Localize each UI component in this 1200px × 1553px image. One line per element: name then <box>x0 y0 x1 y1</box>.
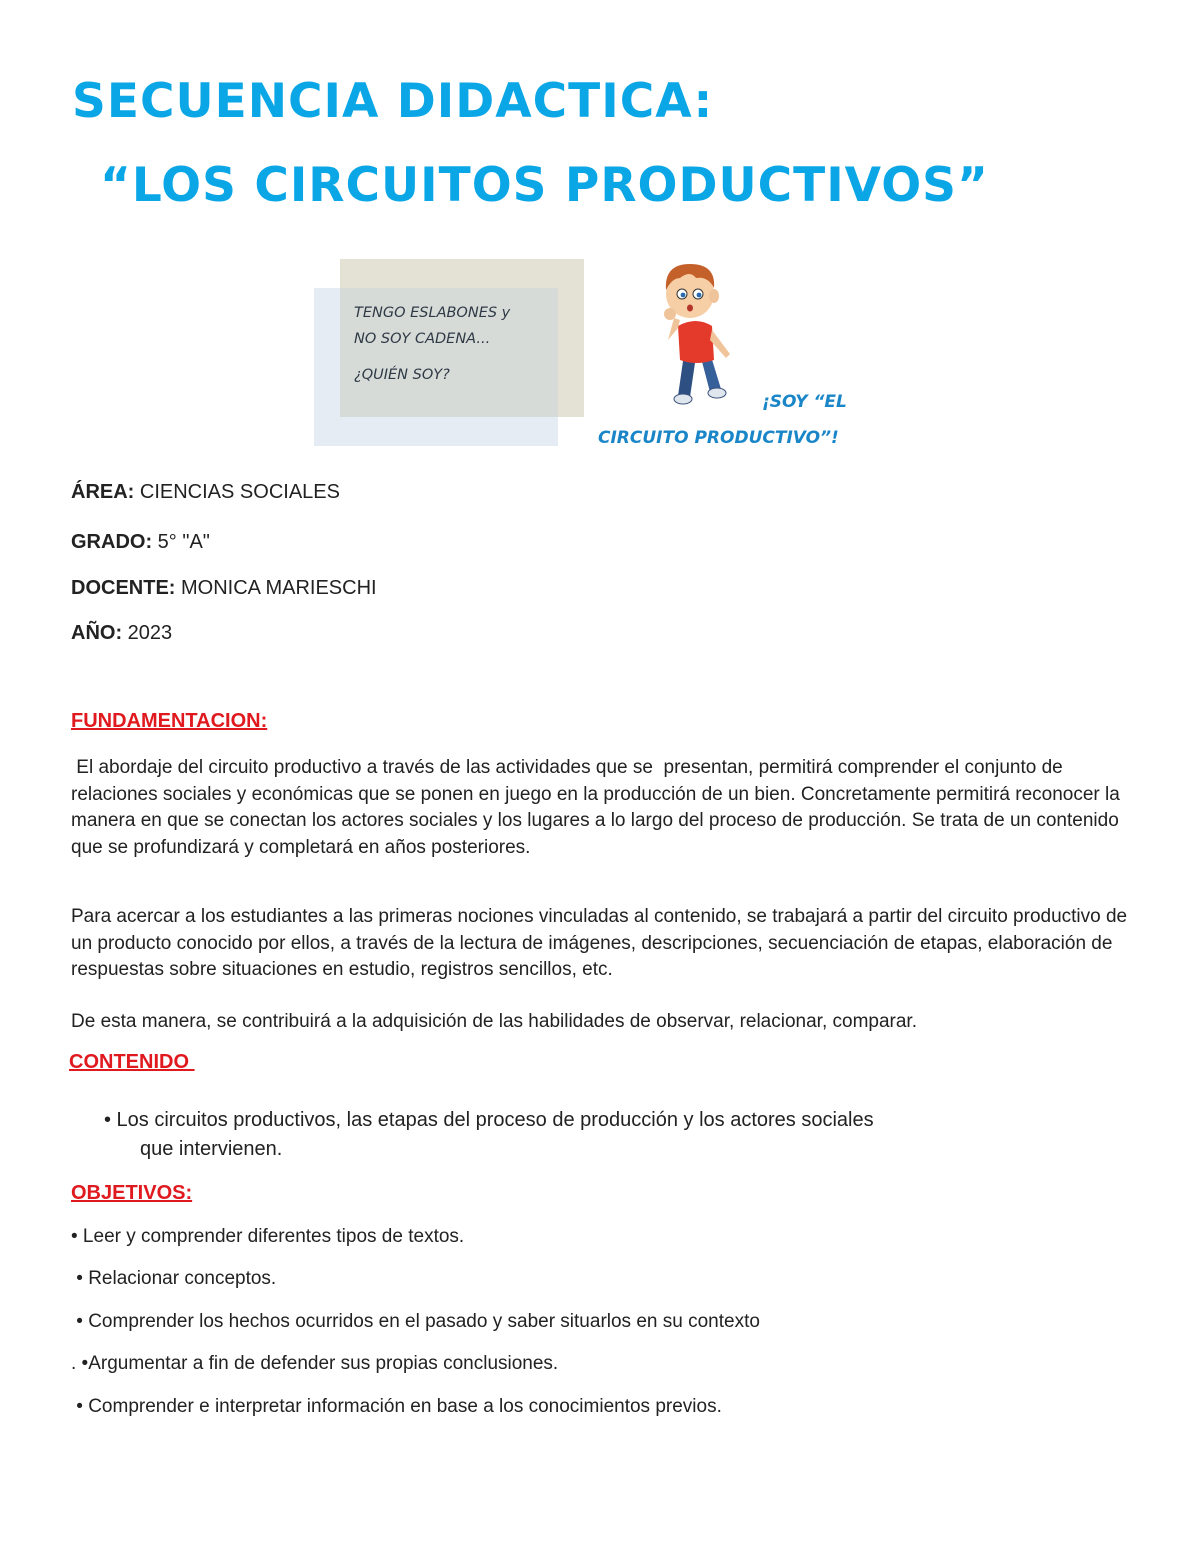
boy-right-shoe <box>708 388 726 398</box>
fundamentacion-paragraph-1: El abordaje del circuito productivo a través de las actividades que se presentan, permitirá comprender el conjunto de relaciones sociales y económicas que se ponen en juego en la producción de un bien. Concretamente permitirá reconocer la manera en que se conectan los actores sociales y los lugares a lo largo del proceso de producción. Se trata de un contenido que se profundizará y completará en años posteriores. <box>71 757 1126 858</box>
grado-label: GRADO: <box>71 531 153 553</box>
riddle-line-2: NO SOY CADENA... <box>354 331 491 347</box>
boy-illustration <box>650 256 746 406</box>
boy-mouth <box>687 305 693 312</box>
riddle-line-1: TENGO ESLABONES y <box>354 305 511 321</box>
boy-pupil-left <box>681 293 686 298</box>
contenido-item <box>104 1106 1064 1164</box>
objetivo-item-3: • Comprender los hechos ocurridos en el pasado y saber situarlos en su contexto <box>71 1311 760 1332</box>
anio-value: 2023 <box>122 622 173 644</box>
area-label: ÁREA: <box>71 481 135 503</box>
anio-field <box>71 622 172 645</box>
boy-shirt <box>678 321 714 363</box>
document-title: SECUENCIA DIDACTICA: <box>72 74 714 129</box>
objetivo-item-1: • Leer y comprender diferentes tipos de textos. <box>71 1226 465 1247</box>
objetivo-item-5: • Comprender e interpretar información en base a los conocimientos previos. <box>71 1396 722 1417</box>
fundamentacion-heading: FUNDAMENTACION: <box>71 710 268 732</box>
riddle-question: ¿QUIÉN SOY? <box>354 367 450 383</box>
grado-value: 5° "A" <box>152 531 210 553</box>
boy-ear <box>709 289 719 303</box>
objetivo-item-4: . •Argumentar a fin de defender sus propias conclusiones. <box>71 1353 559 1374</box>
answer-line-1: ¡SOY “EL <box>762 392 847 412</box>
objetivos-heading: OBJETIVOS: <box>71 1182 193 1204</box>
anio-label: AÑO: <box>71 622 123 644</box>
answer-line-2: CIRCUITO PRODUCTIVO”! <box>598 428 839 448</box>
docente-label: DOCENTE: <box>71 577 176 599</box>
docente-value: MONICA MARIESCHI <box>175 577 377 599</box>
area-field <box>71 481 340 504</box>
contenido-heading: CONTENIDO <box>69 1051 195 1073</box>
document-subtitle: “LOS CIRCUITOS PRODUCTIVOS” <box>100 158 989 213</box>
objetivo-item-2: • Relacionar conceptos. <box>71 1268 277 1289</box>
contenido-item-line-2: que intervienen. <box>140 1138 283 1160</box>
boy-pupil-right <box>697 293 702 298</box>
fundamentacion-paragraph-2: Para acercar a los estudiantes a las primeras nociones vinculadas al contenido, se trabajará a partir del circuito productivo de un producto conocido por ellos, a través de la lectura de imágenes, descripciones, secuenciación de etapas, elaboración de respuestas sobre situaciones en estudio, registros sencillos, etc. <box>71 906 1128 980</box>
area-value: CIENCIAS SOCIALES <box>134 481 340 503</box>
boy-hand <box>664 308 676 320</box>
riddle-text <box>354 300 510 388</box>
docente-field <box>71 577 377 600</box>
contenido-item-line-1: • Los circuitos productivos, las etapas del proceso de producción y los actores sociales <box>104 1109 874 1131</box>
boy-left-shoe <box>674 394 692 404</box>
grado-field <box>71 531 210 554</box>
fundamentacion-paragraph-3: De esta manera, se contribuirá a la adquisición de las habilidades de observar, relacionar, comparar. <box>71 1011 917 1032</box>
